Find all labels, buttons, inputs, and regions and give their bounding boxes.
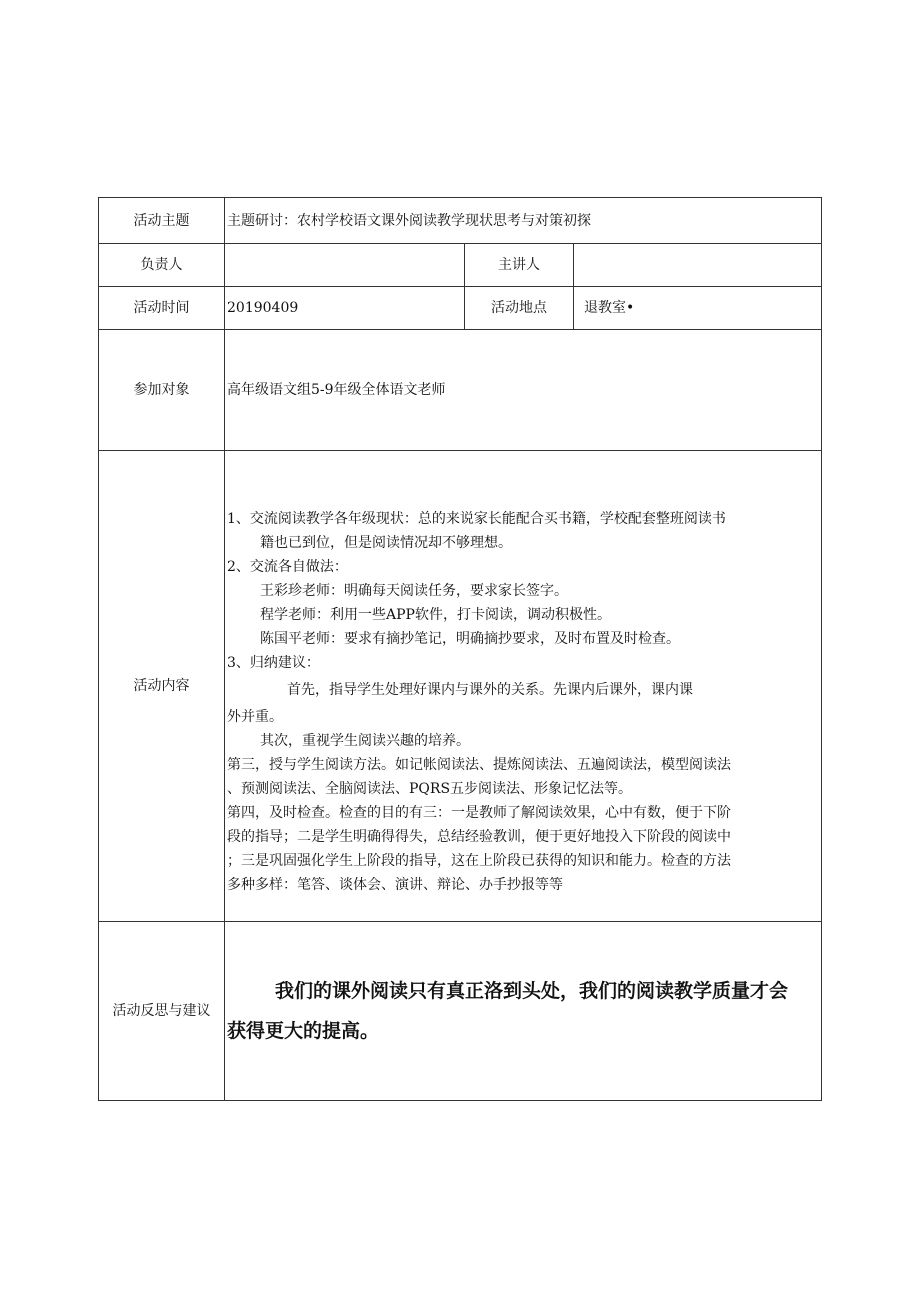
content-line: 3、归纳建议： — [227, 655, 320, 671]
target-value: 高年级语文组5-9年级全体语文老师 — [225, 330, 822, 451]
reflection-line: 我们的课外阅读只有真正洛到头处，我们的阅读教学质量才会 — [275, 980, 789, 1002]
content-line: 段的指导；二是学生明确得得失，总结经验教训，便于更好地投入下阶段的阅读中 — [227, 829, 731, 845]
content-line: 陈国平老师：要求有摘抄笔记，明确摘抄要求，及时布置及时检查。 — [260, 631, 680, 647]
content-line: 、预测阅读法、全脑阅读法、PQRS五步阅读法、形象记忆法等。 — [227, 781, 633, 797]
reflection-cell — [225, 922, 822, 1101]
time-value: 20190409 — [225, 287, 465, 330]
reflection-label: 活动反思与建议 — [99, 922, 225, 1101]
content-cell — [225, 451, 822, 922]
row-reflection — [99, 922, 822, 1101]
content-line: 其次，重视学生阅读兴趣的培养。 — [260, 733, 470, 749]
content-line: 第四，及时检查。检查的目的有三：一是教师了解阅读效果，心中有数，便于下阶 — [227, 805, 731, 821]
content-line: 首先，指导学生处理好课内与课外的关系。先课内后课外，课内课 — [287, 682, 693, 698]
content-line: 程学老师：利用一些APP软件，打卡阅读，调动积极性。 — [260, 607, 611, 623]
row-leader — [99, 244, 822, 287]
speaker-label: 主讲人 — [465, 244, 574, 287]
content-line: 籍也已到位，但是阅读情况却不够理想。 — [260, 535, 512, 551]
content-line: ；三是巩固强化学生上阶段的指导，这在上阶段已获得的知识和能力。检查的方法 — [227, 853, 731, 869]
leader-label: 负责人 — [99, 244, 225, 287]
leader-value — [225, 244, 465, 287]
reflection-body — [225, 971, 821, 1051]
time-label: 活动时间 — [99, 287, 225, 330]
reflection-line: 获得更大的提高。 — [227, 1020, 380, 1042]
content-label: 活动内容 — [99, 451, 225, 922]
speaker-value — [574, 244, 822, 287]
activity-record-table — [98, 197, 822, 1101]
content-line: 1、交流阅读教学各年级现状：总的来说家长能配合买书籍，学校配套整班阅读书 — [227, 511, 726, 527]
content-body — [225, 451, 821, 903]
content-line: 2、交流各自做法： — [227, 559, 348, 575]
content-line: 第三，授与学生阅读方法。如记帐阅读法、提炼阅读法、五遍阅读法，模型阅读法 — [227, 757, 731, 773]
content-line: 王彩珍老师：明确每天阅读任务，要求家长签字。 — [260, 583, 568, 599]
content-line: 多种多样：笔答、谈体会、演讲、辩论、办手抄报等等 — [227, 877, 563, 893]
row-target — [99, 330, 822, 451]
place-value: 退教室• — [574, 287, 822, 330]
row-topic — [99, 198, 822, 244]
content-line: 外并重。 — [227, 709, 283, 725]
row-time — [99, 287, 822, 330]
topic-value: 主题研讨：农村学校语文课外阅读教学现状思考与对策初探 — [225, 198, 822, 244]
row-content — [99, 451, 822, 922]
topic-label: 活动主题 — [99, 198, 225, 244]
target-label: 参加对象 — [99, 330, 225, 451]
place-label: 活动地点 — [465, 287, 574, 330]
